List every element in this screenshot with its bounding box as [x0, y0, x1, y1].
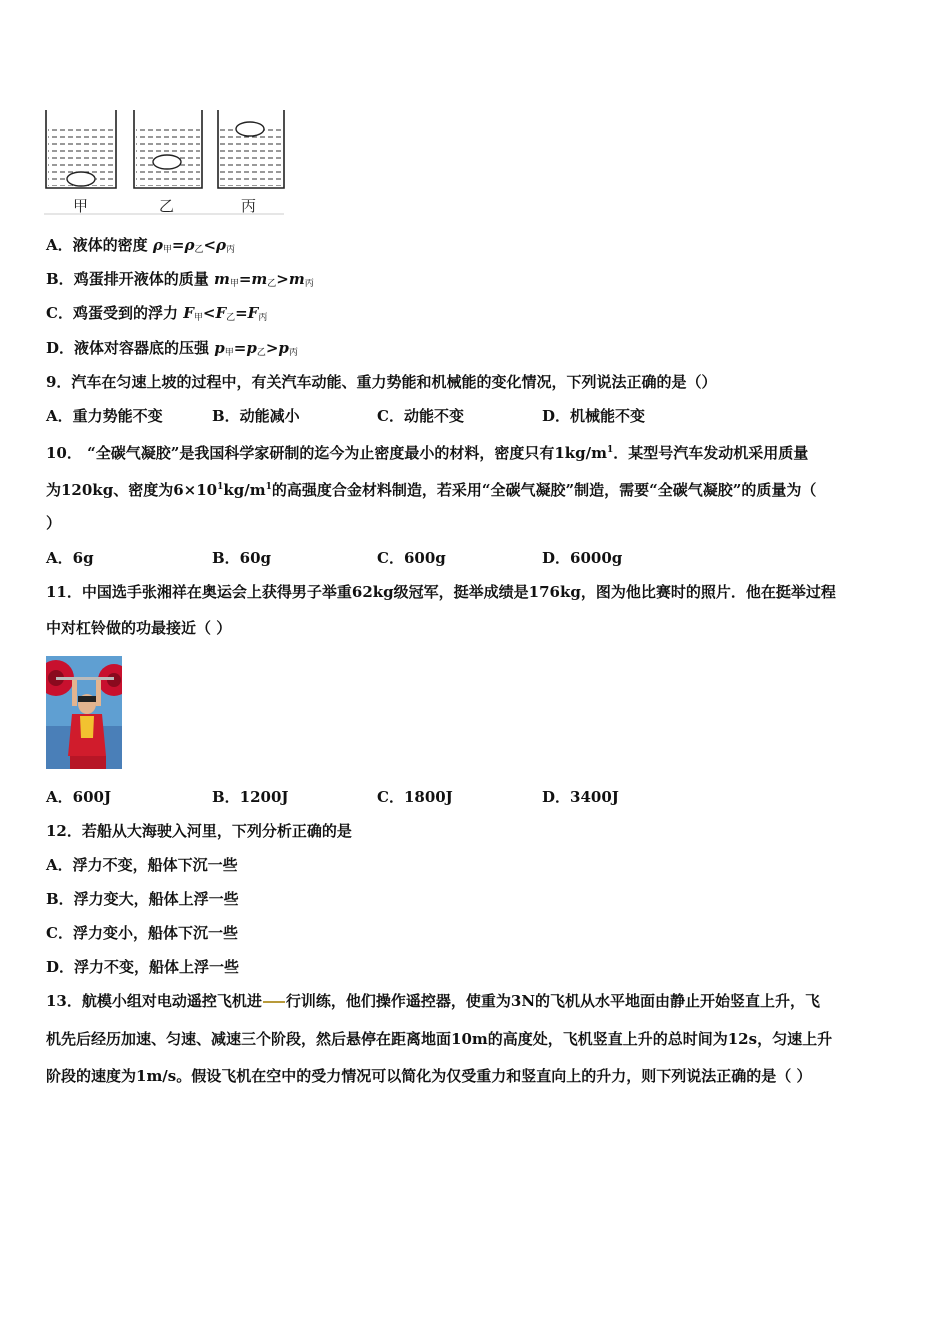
q11-stem-line2: 中对杠铃做的功最接近（ ）	[46, 619, 232, 637]
q9-option-b[interactable]: B．动能减小	[212, 407, 300, 425]
q11-option-c[interactable]: C．1800J	[377, 788, 453, 806]
q13-stem-line2: 机先后经历加速、匀速、减速三个阶段，然后悬停在距离地面10m的高度处，飞机竖直上升的总时间为12s，匀速上升	[46, 1030, 833, 1048]
formula-part: =p	[233, 339, 257, 357]
formula-part: >p	[265, 339, 289, 357]
superscript: 1	[607, 445, 614, 455]
superscript: 1	[265, 482, 272, 492]
beaker-bing	[218, 110, 284, 188]
text-part: 为120kg、密度为6×10	[46, 481, 218, 499]
formula-part: =ρ	[171, 236, 195, 254]
text-part: kg/m	[223, 481, 266, 499]
option-text: 鸡蛋受到的浮力	[72, 304, 178, 322]
q8-option-c[interactable]	[46, 303, 267, 328]
text-part: ．某型号汽车发动机采用质量	[613, 444, 809, 462]
weightlifter-image	[46, 656, 122, 769]
q9-option-c[interactable]: C．动能不变	[377, 407, 464, 425]
q9-option-d[interactable]: D．机械能不变	[542, 407, 646, 425]
q10-stem-line3: ）	[46, 514, 62, 532]
q8-option-d[interactable]	[46, 338, 298, 363]
q8-option-a[interactable]	[46, 235, 235, 260]
formula-sub: 丙	[226, 245, 236, 255]
q11-stem-line1: 11．中国选手张湘祥在奥运会上获得男子举重62kg级冠军，挺举成绩是176kg，图为他比赛时的照片．他在挺举过程	[46, 583, 836, 601]
q10-stem-line1	[46, 440, 808, 463]
beaker-jia	[46, 110, 116, 188]
formula-part: <ρ	[203, 236, 226, 254]
q11-option-a[interactable]: A．600J	[46, 788, 112, 806]
formula-sub: 丙	[288, 348, 298, 358]
formula-sub: 乙	[267, 279, 277, 289]
formula-sub: 乙	[256, 348, 266, 358]
text-part: 的高强度合金材料制造，若采用“全碳气凝胶”制造，需要“全碳气凝胶”的质量为（	[271, 481, 817, 499]
q12-option-d[interactable]: D．浮力不变，船体上浮一些	[46, 958, 240, 976]
formula-part: <F	[202, 304, 227, 322]
underline-blank	[263, 1001, 285, 1003]
formula-sub: 乙	[194, 245, 204, 255]
q12-option-b[interactable]: B．浮力变大，船体上浮一些	[46, 890, 239, 908]
formula-part: ρ	[152, 236, 163, 254]
beaker-label-bing: 丙	[241, 197, 257, 215]
q12-option-a[interactable]: A．浮力不变，船体下沉一些	[46, 856, 238, 874]
option-letter: B．	[46, 270, 74, 288]
q9-stem: 9．汽车在匀速上坡的过程中，有关汽车动能、重力势能和机械能的变化情况，下列说法正确的是（）	[46, 373, 717, 391]
beaker-label-jia: 甲	[73, 197, 89, 215]
q12-option-c[interactable]: C．浮力变小，船体下沉一些	[46, 924, 238, 942]
q10-stem-line2	[46, 477, 816, 500]
beaker-label-yi: 乙	[159, 197, 175, 215]
formula-sub: 丙	[258, 313, 268, 323]
q10-option-b[interactable]: B．60g	[212, 549, 272, 567]
option-text: 液体的密度	[72, 236, 148, 254]
option-text: 鸡蛋排开液体的质量	[73, 270, 209, 288]
q11-option-d[interactable]: D．3400J	[542, 788, 619, 806]
formula-part: =F	[235, 304, 259, 322]
q8-option-b[interactable]	[46, 269, 314, 294]
q11-option-b[interactable]: B．1200J	[212, 788, 289, 806]
option-letter: C．	[46, 304, 73, 322]
formula-part: F	[183, 304, 194, 322]
text-part: 13．航模小组对电动遥控飞机进	[46, 992, 262, 1010]
weightlifter-photo	[46, 656, 122, 769]
formula-part: p	[214, 339, 225, 357]
text-part: 行训练，他们操作遥控器，使重为3N的飞机从水平地面由静止开始竖直上升，飞	[285, 992, 821, 1010]
q12-stem: 12．若船从大海驶入河里，下列分析正确的是	[46, 822, 352, 840]
q9-option-a[interactable]: A．重力势能不变	[46, 407, 163, 425]
formula-part: =m	[238, 270, 268, 288]
formula-part: m	[213, 270, 230, 288]
superscript: 1	[217, 482, 224, 492]
beaker-yi	[134, 110, 202, 188]
formula-part: >m	[276, 270, 305, 288]
formula-sub: 甲	[193, 313, 203, 323]
formula-sub: 丙	[304, 279, 314, 289]
option-letter: A．	[46, 236, 73, 254]
egg-jia	[67, 172, 95, 186]
option-text: 液体对容器底的压强	[74, 339, 210, 357]
formula-sub: 甲	[224, 348, 234, 358]
egg-yi	[153, 155, 181, 169]
beakers-figure	[44, 106, 286, 218]
q10-option-a[interactable]: A．6g	[46, 549, 94, 567]
option-letter: D．	[46, 339, 75, 357]
formula-sub: 乙	[226, 313, 236, 323]
formula-sub: 甲	[162, 245, 172, 255]
formula-sub: 甲	[229, 279, 239, 289]
q10-option-c[interactable]: C．600g	[377, 549, 446, 567]
q10-option-d[interactable]: D．6000g	[542, 549, 623, 567]
q13-stem-line1	[46, 991, 820, 1011]
q13-stem-line3: 阶段的速度为1m/s。假设飞机在空中的受力情况可以简化为仅受重力和竖直向上的升力，则下列说法正确的是（ ）	[46, 1067, 812, 1085]
egg-bing	[236, 122, 264, 136]
text-part: 10． “全碳气凝胶”是我国科学家研制的迄今为止密度最小的材料，密度只有1kg/m	[46, 444, 608, 462]
